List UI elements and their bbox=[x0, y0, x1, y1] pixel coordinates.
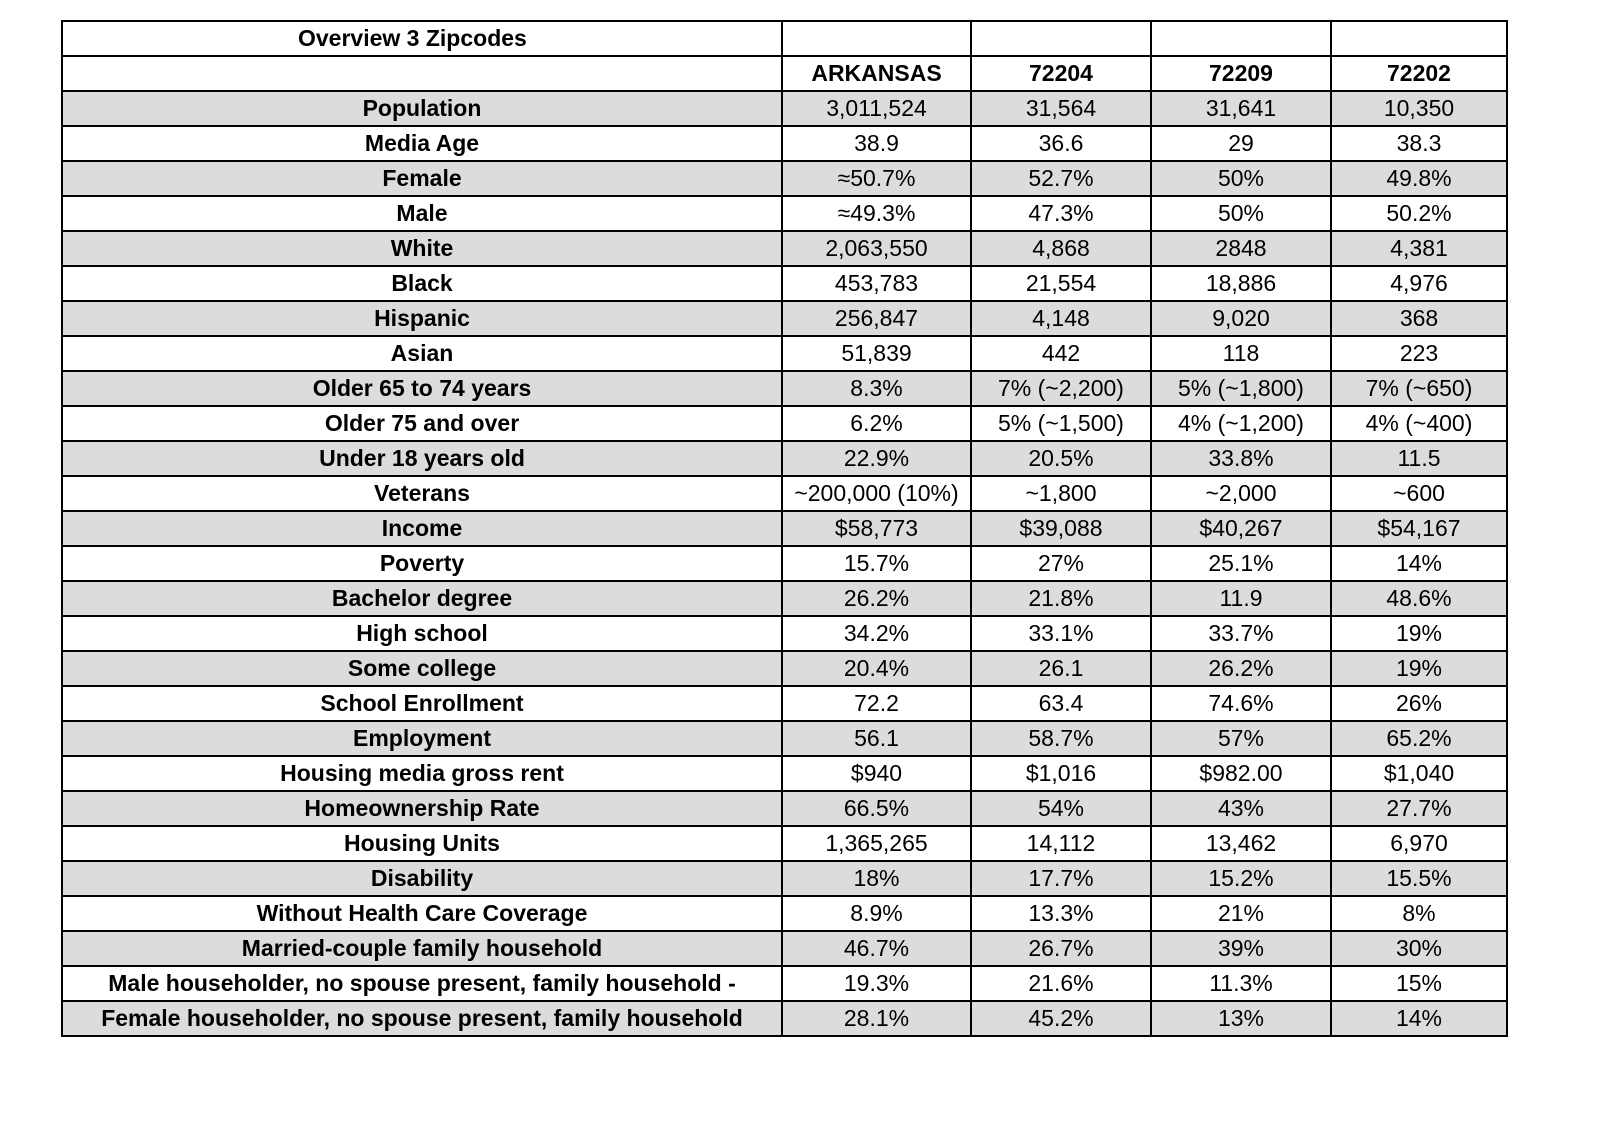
row-label: Population bbox=[62, 91, 782, 126]
cell-72202: 14% bbox=[1331, 1001, 1507, 1036]
cell-arkansas: $940 bbox=[782, 756, 971, 791]
cell-72209: 21% bbox=[1151, 896, 1331, 931]
cell-arkansas: 3,011,524 bbox=[782, 91, 971, 126]
cell-arkansas: 66.5% bbox=[782, 791, 971, 826]
cell-72204: 442 bbox=[971, 336, 1151, 371]
table-row bbox=[62, 756, 1507, 791]
cell-72202: 15.5% bbox=[1331, 861, 1507, 896]
row-label: Income bbox=[62, 511, 782, 546]
cell-72202: 50.2% bbox=[1331, 196, 1507, 231]
row-label: Under 18 years old bbox=[62, 441, 782, 476]
cell-72209: 25.1% bbox=[1151, 546, 1331, 581]
cell-arkansas: 8.3% bbox=[782, 371, 971, 406]
cell-72204: ~1,800 bbox=[971, 476, 1151, 511]
overview-table bbox=[61, 20, 1508, 1037]
row-label: Veterans bbox=[62, 476, 782, 511]
row-label: Employment bbox=[62, 721, 782, 756]
cell-72209: 5% (~1,800) bbox=[1151, 371, 1331, 406]
cell-arkansas: 28.1% bbox=[782, 1001, 971, 1036]
cell-arkansas: 51,839 bbox=[782, 336, 971, 371]
cell-72202: 10,350 bbox=[1331, 91, 1507, 126]
table-row bbox=[62, 231, 1507, 266]
cell-72204: 20.5% bbox=[971, 441, 1151, 476]
row-label: Older 65 to 74 years bbox=[62, 371, 782, 406]
cell-72209: 33.7% bbox=[1151, 616, 1331, 651]
cell-72202: 19% bbox=[1331, 651, 1507, 686]
cell-72202: 4,381 bbox=[1331, 231, 1507, 266]
cell-arkansas: ≈49.3% bbox=[782, 196, 971, 231]
cell-arkansas: 38.9 bbox=[782, 126, 971, 161]
cell-72202: 65.2% bbox=[1331, 721, 1507, 756]
cell-72209: 118 bbox=[1151, 336, 1331, 371]
cell-arkansas: 19.3% bbox=[782, 966, 971, 1001]
table-row bbox=[62, 721, 1507, 756]
row-label: White bbox=[62, 231, 782, 266]
cell-72209: 33.8% bbox=[1151, 441, 1331, 476]
row-label: Black bbox=[62, 266, 782, 301]
table-row bbox=[62, 966, 1507, 1001]
row-label: Disability bbox=[62, 861, 782, 896]
column-header-72202: 72202 bbox=[1331, 56, 1507, 91]
table-row bbox=[62, 406, 1507, 441]
cell-72204: 13.3% bbox=[971, 896, 1151, 931]
cell-72209: $40,267 bbox=[1151, 511, 1331, 546]
cell-72209: 26.2% bbox=[1151, 651, 1331, 686]
cell-72204: 14,112 bbox=[971, 826, 1151, 861]
cell-72204: 17.7% bbox=[971, 861, 1151, 896]
table-row bbox=[62, 931, 1507, 966]
table-row bbox=[62, 126, 1507, 161]
table-row bbox=[62, 1001, 1507, 1036]
cell-72204: 33.1% bbox=[971, 616, 1151, 651]
overview-table-container bbox=[61, 20, 1508, 1037]
table-row bbox=[62, 581, 1507, 616]
cell-72202: 14% bbox=[1331, 546, 1507, 581]
cell-72204: 47.3% bbox=[971, 196, 1151, 231]
cell-72209: 13% bbox=[1151, 1001, 1331, 1036]
cell-72209: 2848 bbox=[1151, 231, 1331, 266]
cell-72204: 58.7% bbox=[971, 721, 1151, 756]
table-row bbox=[62, 371, 1507, 406]
cell-72204: 54% bbox=[971, 791, 1151, 826]
cell-72209: 29 bbox=[1151, 126, 1331, 161]
row-label: Older 75 and over bbox=[62, 406, 782, 441]
cell-arkansas: 18% bbox=[782, 861, 971, 896]
cell-arkansas: $58,773 bbox=[782, 511, 971, 546]
row-label: Some college bbox=[62, 651, 782, 686]
cell-72209: ~2,000 bbox=[1151, 476, 1331, 511]
cell-72204: 21.6% bbox=[971, 966, 1151, 1001]
cell-72204: 27% bbox=[971, 546, 1151, 581]
column-header-arkansas: ARKANSAS bbox=[782, 56, 971, 91]
cell-arkansas: 15.7% bbox=[782, 546, 971, 581]
table-row bbox=[62, 336, 1507, 371]
cell-arkansas: 34.2% bbox=[782, 616, 971, 651]
column-header-72209: 72209 bbox=[1151, 56, 1331, 91]
row-label: Male bbox=[62, 196, 782, 231]
cell-arkansas: 453,783 bbox=[782, 266, 971, 301]
cell-72204: 26.1 bbox=[971, 651, 1151, 686]
row-label: Hispanic bbox=[62, 301, 782, 336]
cell-72204: 21.8% bbox=[971, 581, 1151, 616]
row-label: Without Health Care Coverage bbox=[62, 896, 782, 931]
cell-72209: 57% bbox=[1151, 721, 1331, 756]
cell-72202: 19% bbox=[1331, 616, 1507, 651]
empty-cell bbox=[1331, 21, 1507, 56]
cell-72204: 36.6 bbox=[971, 126, 1151, 161]
cell-72202: 6,970 bbox=[1331, 826, 1507, 861]
cell-arkansas: 20.4% bbox=[782, 651, 971, 686]
row-label: Bachelor degree bbox=[62, 581, 782, 616]
cell-72202: 49.8% bbox=[1331, 161, 1507, 196]
empty-cell bbox=[1151, 21, 1331, 56]
row-label: High school bbox=[62, 616, 782, 651]
row-label: Female bbox=[62, 161, 782, 196]
cell-arkansas: 256,847 bbox=[782, 301, 971, 336]
cell-72209: 11.9 bbox=[1151, 581, 1331, 616]
cell-72202: 48.6% bbox=[1331, 581, 1507, 616]
table-row bbox=[62, 91, 1507, 126]
table-row bbox=[62, 441, 1507, 476]
table-row bbox=[62, 616, 1507, 651]
cell-72202: 223 bbox=[1331, 336, 1507, 371]
cell-72204: 26.7% bbox=[971, 931, 1151, 966]
table-row bbox=[62, 266, 1507, 301]
cell-72209: 13,462 bbox=[1151, 826, 1331, 861]
cell-72204: 31,564 bbox=[971, 91, 1151, 126]
table-row bbox=[62, 511, 1507, 546]
cell-72202: 30% bbox=[1331, 931, 1507, 966]
row-label: Housing media gross rent bbox=[62, 756, 782, 791]
cell-72209: 15.2% bbox=[1151, 861, 1331, 896]
row-label: Female householder, no spouse present, family household bbox=[62, 1001, 782, 1036]
cell-72209: 43% bbox=[1151, 791, 1331, 826]
cell-arkansas: 22.9% bbox=[782, 441, 971, 476]
cell-arkansas: 26.2% bbox=[782, 581, 971, 616]
cell-arkansas: 46.7% bbox=[782, 931, 971, 966]
cell-72209: 18,886 bbox=[1151, 266, 1331, 301]
cell-arkansas: 56.1 bbox=[782, 721, 971, 756]
cell-72204: 45.2% bbox=[971, 1001, 1151, 1036]
cell-72204: 5% (~1,500) bbox=[971, 406, 1151, 441]
table-row bbox=[62, 826, 1507, 861]
cell-72202: 15% bbox=[1331, 966, 1507, 1001]
row-label: Poverty bbox=[62, 546, 782, 581]
cell-arkansas: 8.9% bbox=[782, 896, 971, 931]
cell-72204: $1,016 bbox=[971, 756, 1151, 791]
cell-72204: 4,868 bbox=[971, 231, 1151, 266]
cell-72209: 4% (~1,200) bbox=[1151, 406, 1331, 441]
table-row bbox=[62, 861, 1507, 896]
cell-72209: 9,020 bbox=[1151, 301, 1331, 336]
title-row bbox=[62, 21, 1507, 56]
table-row bbox=[62, 476, 1507, 511]
cell-arkansas: 6.2% bbox=[782, 406, 971, 441]
cell-72202: 27.7% bbox=[1331, 791, 1507, 826]
cell-72202: 11.5 bbox=[1331, 441, 1507, 476]
row-label: Asian bbox=[62, 336, 782, 371]
cell-72209: 11.3% bbox=[1151, 966, 1331, 1001]
cell-arkansas: ~200,000 (10%) bbox=[782, 476, 971, 511]
cell-arkansas: ≈50.7% bbox=[782, 161, 971, 196]
cell-72204: 21,554 bbox=[971, 266, 1151, 301]
cell-72204: 7% (~2,200) bbox=[971, 371, 1151, 406]
cell-72204: 52.7% bbox=[971, 161, 1151, 196]
cell-72209: 39% bbox=[1151, 931, 1331, 966]
row-label: Married-couple family household bbox=[62, 931, 782, 966]
cell-72209: 50% bbox=[1151, 161, 1331, 196]
cell-72202: 368 bbox=[1331, 301, 1507, 336]
table-row bbox=[62, 546, 1507, 581]
row-label: Housing Units bbox=[62, 826, 782, 861]
row-label: Male householder, no spouse present, family household - bbox=[62, 966, 782, 1001]
cell-72202: 7% (~650) bbox=[1331, 371, 1507, 406]
cell-72202: 4% (~400) bbox=[1331, 406, 1507, 441]
row-label: School Enrollment bbox=[62, 686, 782, 721]
cell-72202: ~600 bbox=[1331, 476, 1507, 511]
cell-72202: 4,976 bbox=[1331, 266, 1507, 301]
row-label: Media Age bbox=[62, 126, 782, 161]
cell-72204: $39,088 bbox=[971, 511, 1151, 546]
cell-72202: 38.3 bbox=[1331, 126, 1507, 161]
cell-72202: 8% bbox=[1331, 896, 1507, 931]
table-row bbox=[62, 196, 1507, 231]
empty-cell bbox=[971, 21, 1151, 56]
cell-72209: $982.00 bbox=[1151, 756, 1331, 791]
cell-arkansas: 1,365,265 bbox=[782, 826, 971, 861]
header-row bbox=[62, 56, 1507, 91]
table-row bbox=[62, 686, 1507, 721]
table-row bbox=[62, 896, 1507, 931]
table-row bbox=[62, 651, 1507, 686]
table-row bbox=[62, 161, 1507, 196]
cell-72209: 74.6% bbox=[1151, 686, 1331, 721]
header-corner-cell bbox=[62, 56, 782, 91]
table-row bbox=[62, 301, 1507, 336]
cell-72209: 50% bbox=[1151, 196, 1331, 231]
empty-cell bbox=[782, 21, 971, 56]
cell-arkansas: 2,063,550 bbox=[782, 231, 971, 266]
cell-arkansas: 72.2 bbox=[782, 686, 971, 721]
cell-72209: 31,641 bbox=[1151, 91, 1331, 126]
cell-72202: $1,040 bbox=[1331, 756, 1507, 791]
row-label: Homeownership Rate bbox=[62, 791, 782, 826]
cell-72202: $54,167 bbox=[1331, 511, 1507, 546]
cell-72202: 26% bbox=[1331, 686, 1507, 721]
cell-72204: 63.4 bbox=[971, 686, 1151, 721]
column-header-72204: 72204 bbox=[971, 56, 1151, 91]
table-row bbox=[62, 791, 1507, 826]
cell-72204: 4,148 bbox=[971, 301, 1151, 336]
table-title: Overview 3 Zipcodes bbox=[62, 21, 782, 56]
